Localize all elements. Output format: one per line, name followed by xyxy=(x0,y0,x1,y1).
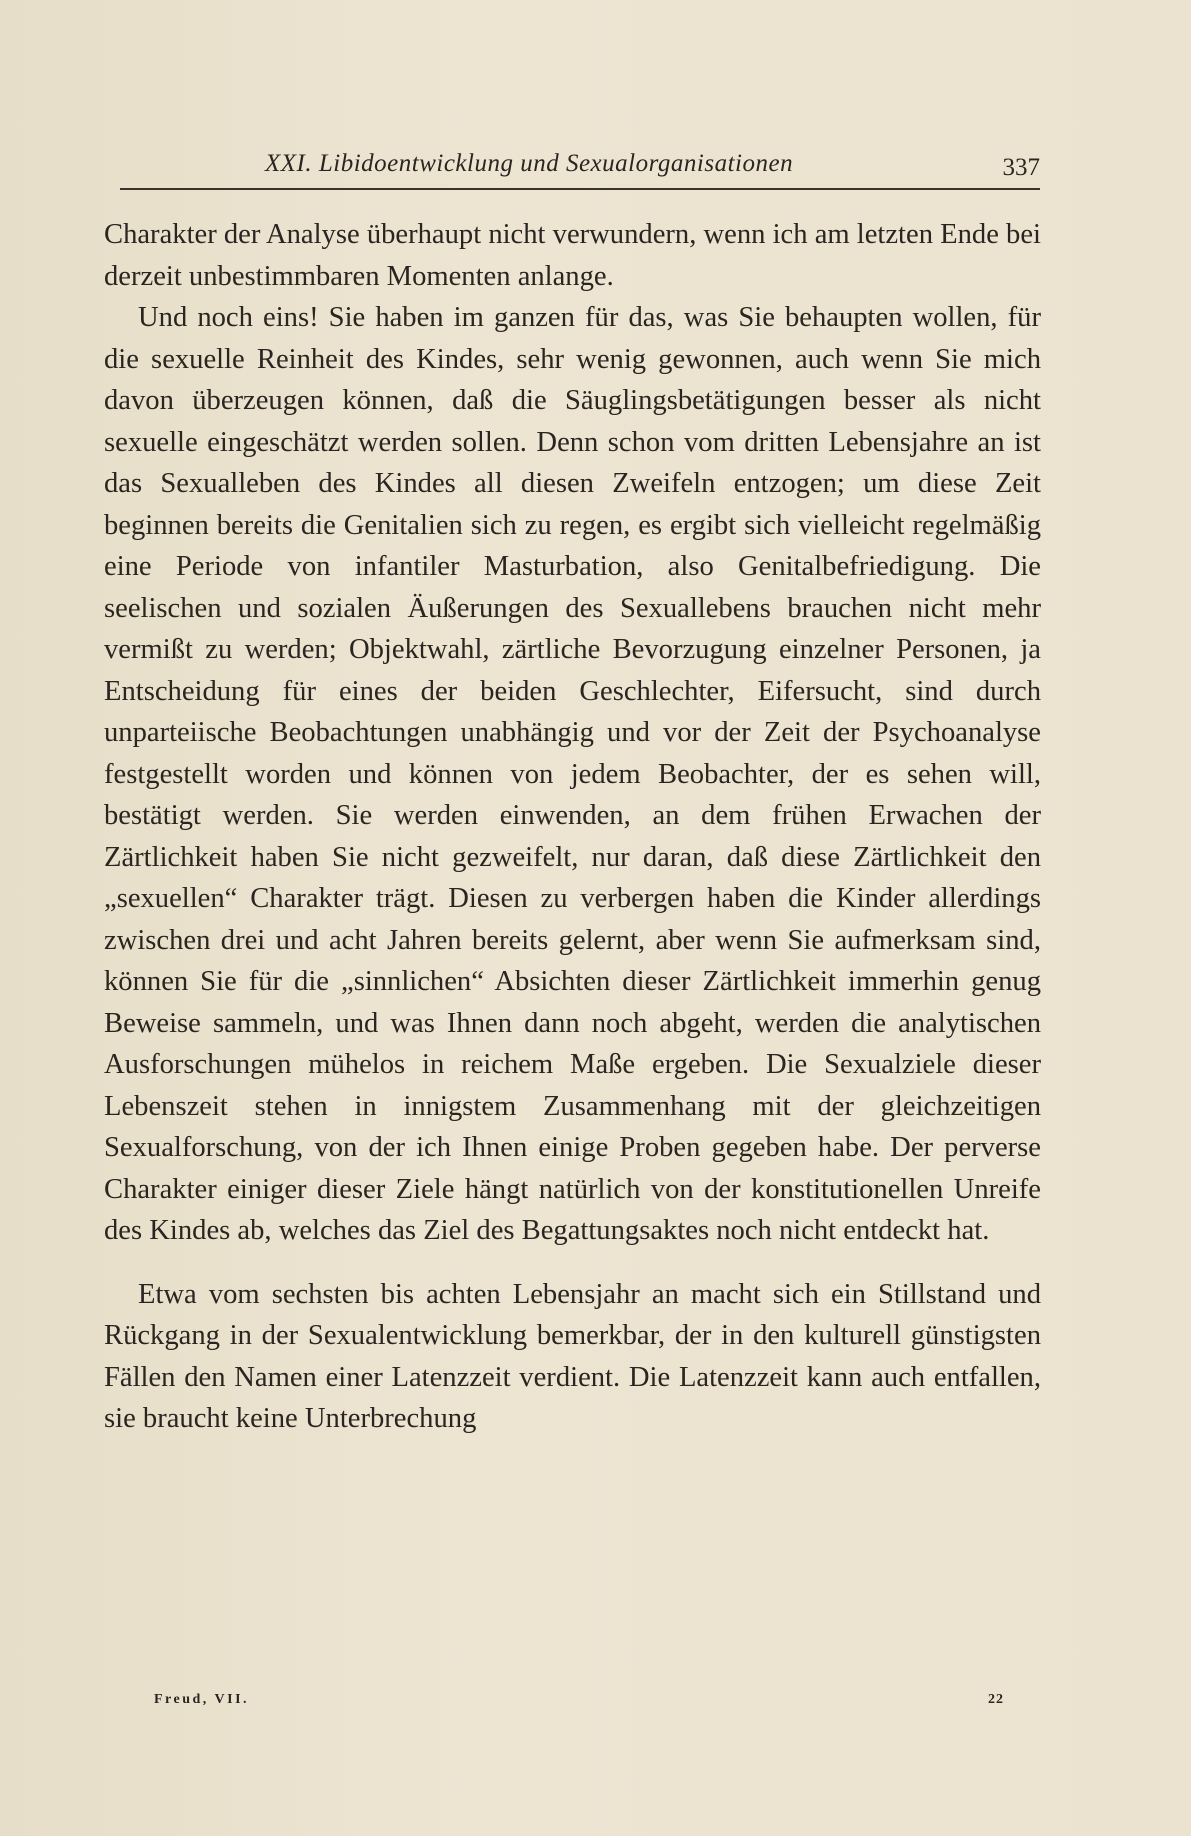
paragraph: Und noch eins! Sie haben im ganzen für das, was Sie behaupten wollen, für die sexuelle Reinheit des Kindes, sehr wenig gewonnen, auch wenn Sie mich davon überzeugen können, daß die Säuglingsbetätigungen besser als nicht sexuelle eingeschätzt werden sollen. Denn schon vom dritten Lebensjahre an ist das Sexualleben des Kindes all diesen Zweifeln entzogen; um diese Zeit beginnen bereits die Genitalien sich zu regen, es ergibt sich vielleicht regelmäßig eine Periode von infantiler Masturbation, also Genitalbefriedigung. Die seelischen und sozialen Äußerungen des Sexuallebens brauchen nicht mehr vermißt zu werden; Objektwahl, zärtliche Bevorzugung einzelner Personen, ja Entscheidung für eines der beiden Geschlechter, Eifersucht, sind durch unparteiische Beobachtungen unabhängig und vor der Zeit der Psychoanalyse festgestellt worden und können von jedem Beobachter, der es sehen will, bestätigt werden. Sie werden einwenden, an dem frühen Erwachen der Zärtlichkeit haben Sie nicht gezweifelt, nur daran, daß diese Zärtlichkeit den „sexuellen“ Charakter trägt. Diesen zu verbergen haben die Kinder allerdings zwischen drei und acht Jahren bereits gelernt, aber wenn Sie aufmerksam sind, können Sie für die „sinnlichen“ Absichten dieser Zärtlichkeit immerhin genug Beweise sammeln, und was Ihnen dann noch abgeht, werden die analytischen Ausforschungen mühelos in reichem Maße ergeben. Die Sexualziele dieser Lebenszeit stehen in innigstem Zusammenhang mit der gleichzeitigen Sexualforschung, von der ich Ihnen einige Proben gegeben habe. Der perverse Charakter einiger dieser Ziele hängt natürlich von der konstitutionellen Unreife des Kindes ab, welches das Ziel des Begattungsaktes noch nicht entdeckt hat. xyxy=(104,302,1041,1246)
running-title: XXI. Libidoentwicklung und Sexualorganisationen xyxy=(265,150,794,177)
printer-signature: Freud, VII. xyxy=(154,1692,250,1707)
paragraph-continuation: Charakter der Analyse überhaupt nicht verwundern, wenn ich am letzten Ende bei derzeit unbestimmbaren Momenten anlange. xyxy=(104,219,1041,292)
paragraph: Etwa vom sechsten bis achten Lebensjahr an macht sich ein Stillstand und Rückgang in der Sexualentwicklung bemerkbar, der in den kulturell günstigsten Fällen den Namen einer Latenzzeit verdient. Die Latenzzeit kann auch entfallen, sie braucht keine Unterbrechung xyxy=(104,1278,1041,1434)
running-head xyxy=(120,150,1040,190)
sheet-number: 22 xyxy=(988,1692,1004,1707)
page-number: 337 xyxy=(1002,154,1040,181)
header-rule xyxy=(120,188,1040,190)
body-text xyxy=(104,214,1041,1440)
page-footer xyxy=(154,1692,1004,1716)
